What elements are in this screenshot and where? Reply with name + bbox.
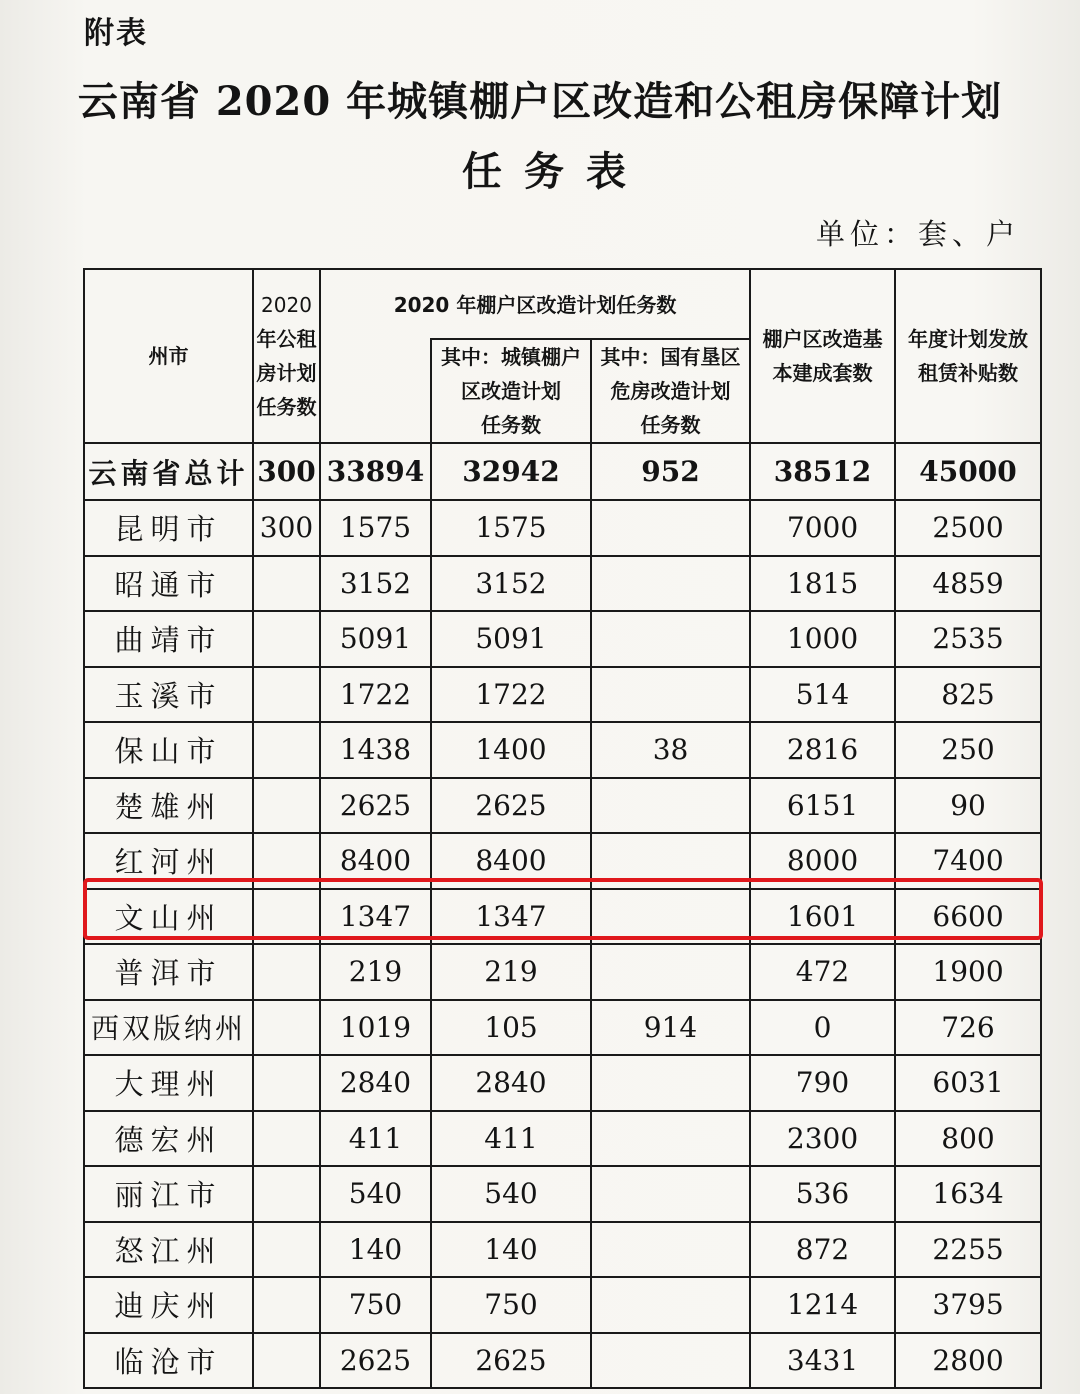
cell-subsidy: 7400 bbox=[895, 833, 1041, 889]
cell-shanty-total: 219 bbox=[320, 944, 431, 1000]
table-row bbox=[84, 611, 1041, 667]
table-row bbox=[84, 1055, 1041, 1111]
table-row bbox=[84, 778, 1041, 834]
cell-public-rental: 300 bbox=[253, 443, 320, 500]
cell-city: 临沧市 bbox=[84, 1333, 253, 1389]
table-row bbox=[84, 500, 1041, 556]
cell-urban: 2625 bbox=[431, 778, 591, 834]
cell-urban: 1722 bbox=[431, 667, 591, 723]
cell-city: 玉溪市 bbox=[84, 667, 253, 723]
cell-farm bbox=[591, 1222, 750, 1278]
cell-city: 德宏州 bbox=[84, 1111, 253, 1167]
cell-completed: 3431 bbox=[750, 1333, 895, 1389]
cell-public-rental bbox=[253, 778, 320, 834]
cell-shanty-total: 750 bbox=[320, 1277, 431, 1333]
cell-urban: 3152 bbox=[431, 556, 591, 612]
cell-public-rental bbox=[253, 556, 320, 612]
cell-shanty-total: 2840 bbox=[320, 1055, 431, 1111]
cell-public-rental bbox=[253, 1166, 320, 1222]
cell-farm bbox=[591, 778, 750, 834]
cell-farm bbox=[591, 833, 750, 889]
cell-urban: 140 bbox=[431, 1222, 591, 1278]
cell-farm bbox=[591, 611, 750, 667]
cell-subsidy: 800 bbox=[895, 1111, 1041, 1167]
header-shanty-total-blank bbox=[320, 339, 431, 443]
cell-completed: 1815 bbox=[750, 556, 895, 612]
table-row bbox=[84, 889, 1041, 945]
cell-farm: 38 bbox=[591, 722, 750, 778]
cell-completed: 872 bbox=[750, 1222, 895, 1278]
cell-subsidy: 4859 bbox=[895, 556, 1041, 612]
cell-farm bbox=[591, 556, 750, 612]
cell-public-rental bbox=[253, 1000, 320, 1056]
cell-shanty-total: 1722 bbox=[320, 667, 431, 723]
cell-urban: 540 bbox=[431, 1166, 591, 1222]
appendix-label: 附表 bbox=[84, 16, 148, 51]
cell-shanty-total: 2625 bbox=[320, 1333, 431, 1389]
cell-urban: 2840 bbox=[431, 1055, 591, 1111]
cell-subsidy: 825 bbox=[895, 667, 1041, 723]
cell-farm bbox=[591, 1333, 750, 1389]
total-row bbox=[84, 443, 1041, 500]
cell-urban: 1400 bbox=[431, 722, 591, 778]
cell-completed: 1214 bbox=[750, 1277, 895, 1333]
cell-public-rental bbox=[253, 944, 320, 1000]
cell-city: 昭通市 bbox=[84, 556, 253, 612]
cell-public-rental: 300 bbox=[253, 500, 320, 556]
header-state-farm: 其中：国有垦区 危房改造计划 任务数 bbox=[591, 339, 750, 443]
cell-completed: 790 bbox=[750, 1055, 895, 1111]
cell-shanty-total: 5091 bbox=[320, 611, 431, 667]
cell-city: 昆明市 bbox=[84, 500, 253, 556]
cell-subsidy: 2800 bbox=[895, 1333, 1041, 1389]
cell-completed: 6151 bbox=[750, 778, 895, 834]
cell-urban: 32942 bbox=[431, 443, 591, 500]
cell-shanty-total: 1575 bbox=[320, 500, 431, 556]
cell-subsidy: 6600 bbox=[895, 889, 1041, 945]
cell-city: 文山州 bbox=[84, 889, 253, 945]
cell-urban: 5091 bbox=[431, 611, 591, 667]
cell-subsidy: 1634 bbox=[895, 1166, 1041, 1222]
cell-subsidy: 90 bbox=[895, 778, 1041, 834]
cell-urban: 8400 bbox=[431, 833, 591, 889]
cell-urban: 105 bbox=[431, 1000, 591, 1056]
cell-shanty-total: 1019 bbox=[320, 1000, 431, 1056]
cell-completed: 2816 bbox=[750, 722, 895, 778]
cell-city: 怒江州 bbox=[84, 1222, 253, 1278]
header-subsidy: 年度计划发放 租赁补贴数 bbox=[895, 269, 1041, 443]
table-row bbox=[84, 1222, 1041, 1278]
header-urban-shanty: 其中：城镇棚户 区改造计划 任务数 bbox=[431, 339, 591, 443]
cell-farm bbox=[591, 944, 750, 1000]
cell-farm bbox=[591, 1277, 750, 1333]
task-table bbox=[83, 268, 1042, 1389]
cell-public-rental bbox=[253, 1333, 320, 1389]
cell-subsidy: 45000 bbox=[895, 443, 1041, 500]
cell-shanty-total: 8400 bbox=[320, 833, 431, 889]
table-row bbox=[84, 944, 1041, 1000]
unit-label: 单位：套、户 bbox=[815, 217, 1020, 251]
cell-farm: 914 bbox=[591, 1000, 750, 1056]
cell-farm: 952 bbox=[591, 443, 750, 500]
cell-public-rental bbox=[253, 1111, 320, 1167]
cell-urban: 411 bbox=[431, 1111, 591, 1167]
cell-subsidy: 726 bbox=[895, 1000, 1041, 1056]
cell-city: 西双版纳州 bbox=[84, 1000, 253, 1056]
cell-farm bbox=[591, 889, 750, 945]
table-row bbox=[84, 1000, 1041, 1056]
cell-subsidy: 6031 bbox=[895, 1055, 1041, 1111]
cell-public-rental bbox=[253, 889, 320, 945]
cell-subsidy: 2255 bbox=[895, 1222, 1041, 1278]
cell-farm bbox=[591, 667, 750, 723]
cell-public-rental bbox=[253, 722, 320, 778]
cell-public-rental bbox=[253, 611, 320, 667]
cell-shanty-total: 3152 bbox=[320, 556, 431, 612]
header-shanty-total: 2020 年棚户区改造计划任务数 bbox=[320, 269, 750, 339]
cell-city: 大理州 bbox=[84, 1055, 253, 1111]
table-row bbox=[84, 1277, 1041, 1333]
cell-completed: 536 bbox=[750, 1166, 895, 1222]
cell-completed: 514 bbox=[750, 667, 895, 723]
document-title: 云南省 2020 年城镇棚户区改造和公租房保障计划 bbox=[77, 78, 1003, 125]
cell-urban: 750 bbox=[431, 1277, 591, 1333]
cell-shanty-total: 540 bbox=[320, 1166, 431, 1222]
cell-city: 丽江市 bbox=[84, 1166, 253, 1222]
cell-completed: 8000 bbox=[750, 833, 895, 889]
cell-public-rental bbox=[253, 667, 320, 723]
cell-completed: 2300 bbox=[750, 1111, 895, 1167]
cell-completed: 1000 bbox=[750, 611, 895, 667]
table-row bbox=[84, 1111, 1041, 1167]
cell-public-rental bbox=[253, 833, 320, 889]
cell-shanty-total: 2625 bbox=[320, 778, 431, 834]
cell-farm bbox=[591, 1166, 750, 1222]
cell-farm bbox=[591, 1055, 750, 1111]
cell-city: 迪庆州 bbox=[84, 1277, 253, 1333]
table-row bbox=[84, 667, 1041, 723]
table-row bbox=[84, 722, 1041, 778]
cell-public-rental bbox=[253, 1055, 320, 1111]
cell-urban: 1347 bbox=[431, 889, 591, 945]
cell-farm bbox=[591, 500, 750, 556]
header-city: 州市 bbox=[84, 269, 253, 443]
cell-subsidy: 2500 bbox=[895, 500, 1041, 556]
cell-shanty-total: 1438 bbox=[320, 722, 431, 778]
header-completed: 棚户区改造基 本建成套数 bbox=[750, 269, 895, 443]
cell-urban: 219 bbox=[431, 944, 591, 1000]
cell-subsidy: 250 bbox=[895, 722, 1041, 778]
cell-completed: 0 bbox=[750, 1000, 895, 1056]
cell-shanty-total: 140 bbox=[320, 1222, 431, 1278]
cell-public-rental bbox=[253, 1277, 320, 1333]
cell-urban: 2625 bbox=[431, 1333, 591, 1389]
document-subtitle: 任务表 bbox=[462, 148, 648, 195]
cell-city: 保山市 bbox=[84, 722, 253, 778]
cell-farm bbox=[591, 1111, 750, 1167]
cell-city: 楚雄州 bbox=[84, 778, 253, 834]
table-row bbox=[84, 556, 1041, 612]
cell-subsidy: 2535 bbox=[895, 611, 1041, 667]
cell-completed: 7000 bbox=[750, 500, 895, 556]
cell-public-rental bbox=[253, 1222, 320, 1278]
table-row bbox=[84, 1333, 1041, 1389]
table-row bbox=[84, 833, 1041, 889]
cell-urban: 1575 bbox=[431, 500, 591, 556]
cell-city: 云南省总计 bbox=[84, 443, 253, 500]
cell-city: 红河州 bbox=[84, 833, 253, 889]
header-row-1 bbox=[84, 269, 1041, 339]
cell-shanty-total: 33894 bbox=[320, 443, 431, 500]
cell-completed: 1601 bbox=[750, 889, 895, 945]
table-row bbox=[84, 1166, 1041, 1222]
cell-completed: 38512 bbox=[750, 443, 895, 500]
cell-subsidy: 3795 bbox=[895, 1277, 1041, 1333]
cell-city: 曲靖市 bbox=[84, 611, 253, 667]
header-public-rental: 2020 年公租 房计划 任务数 bbox=[253, 269, 320, 443]
cell-subsidy: 1900 bbox=[895, 944, 1041, 1000]
cell-shanty-total: 1347 bbox=[320, 889, 431, 945]
cell-completed: 472 bbox=[750, 944, 895, 1000]
cell-shanty-total: 411 bbox=[320, 1111, 431, 1167]
cell-city: 普洱市 bbox=[84, 944, 253, 1000]
